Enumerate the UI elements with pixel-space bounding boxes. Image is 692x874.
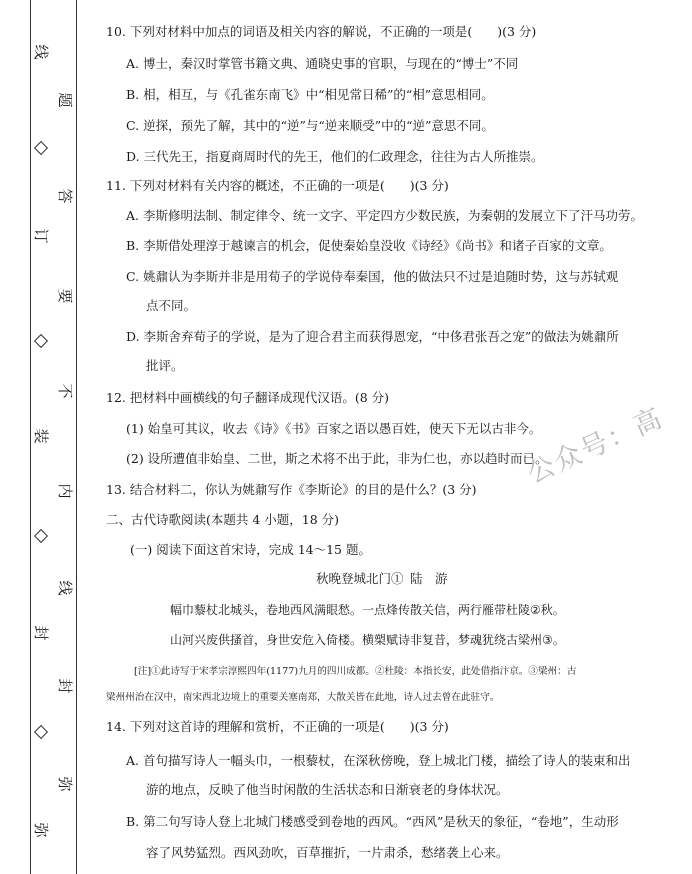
margin-char: 订 bbox=[32, 228, 50, 244]
section-2-subheading: (一) 阅读下面这首宋诗，完成 14～15 题。 bbox=[130, 542, 371, 557]
question-11-option-c: C. 姚鼐认为李斯并非是用荀子的学说侍奉秦国，他的做法只不过是追随时势，这与苏轼观 bbox=[126, 269, 619, 284]
question-10-option-d: D. 三代先王，指夏商周时代的先王，他们的仁政理念，往往为古人所推崇。 bbox=[126, 149, 544, 164]
margin-char: 弥 bbox=[32, 822, 50, 838]
question-10-option-a: A. 博士，秦汉时掌管书籍文典、通晓史事的官职，与现在的“博士”不同 bbox=[126, 56, 519, 71]
question-14-option-b-cont: 容了风势猛烈。西风劲吹，百草摧折，一片肃杀，愁绪袭上心来。 bbox=[146, 845, 509, 860]
question-10-stem: 10. 下列对材料中加点的词语及相关内容的解说，不正确的一项是( )(3 分) bbox=[106, 24, 537, 39]
poem-line-1: 幅巾藜杖北城头，卷地西风满眼愁。一点烽传散关信，两行雁带杜陵②秋。 bbox=[170, 603, 565, 617]
poem-note-2: 梁州州治在汉中，南宋西北边境上的重要关塞南郑，大散关皆在此地，诗人过去曾在此驻守。 bbox=[106, 692, 500, 703]
question-10-option-c: C. 逆探，预先了解，其中的“逆”与“逆来顺受”中的“逆”意思不同。 bbox=[126, 118, 494, 133]
margin-char: 题 bbox=[56, 92, 74, 108]
margin-char: 线 bbox=[56, 580, 74, 596]
poem-title: 秋晚登城北门① bbox=[316, 571, 404, 586]
question-11-option-c-cont: 点不同。 bbox=[146, 298, 197, 313]
margin-char: 封 bbox=[56, 678, 74, 694]
margin-char: 线 bbox=[32, 44, 50, 60]
question-11-option-b: B. 李斯借处理淳于越谏言的机会，促使秦始皇没收《诗经》《尚书》和诸子百家的文章。 bbox=[126, 238, 612, 253]
question-12-stem: 12. 把材料中画横线的句子翻译成现代汉语。(8 分) bbox=[106, 390, 390, 405]
margin-char: 装 bbox=[32, 428, 50, 444]
question-10-option-b: B. 相，相互，与《孔雀东南飞》中“相见常日稀”的“相”意思相同。 bbox=[126, 87, 494, 102]
margin-char: 答 bbox=[56, 188, 74, 204]
question-14-option-b: B. 第二句写诗人登上北城门楼感受到卷地的西风。“西风”是秋天的象征，“卷地”，生动形 bbox=[126, 814, 619, 829]
question-11-option-d-cont: 批评。 bbox=[146, 358, 184, 373]
question-12-sentence-1: (1) 始皇可其议，收去《诗》《书》百家之语以愚百姓，使天下无以古非今。 bbox=[126, 421, 542, 436]
watermark-text: 公众号：高 bbox=[522, 402, 668, 490]
question-14-option-a-cont: 游的地点，反映了他当时闲散的生活状态和日渐衰老的身体状况。 bbox=[146, 782, 509, 797]
question-11-option-a: A. 李斯修明法制、制定律令、统一文字、平定四方少数民族，为秦朝的发展立下了汗马功劳。 bbox=[126, 208, 643, 223]
poem-author: 陆 游 bbox=[410, 571, 448, 586]
margin-char: 弥 bbox=[56, 776, 74, 792]
poem-note-1: [注]①此诗写于宋孝宗淳熙四年(1177)九月的四川成都。②杜陵：本指长安，此处借指汴京。③梁州：古 bbox=[134, 666, 577, 677]
section-2-heading: 二、古代诗歌阅读(本题共 4 小题，18 分) bbox=[106, 512, 340, 527]
poem-line-2: 山河兴废供搔首，身世安危入倚楼。横槊赋诗非复昔，梦魂犹绕古梁州③。 bbox=[170, 633, 565, 647]
question-12-sentence-2: (2) 设所遭值非始皇、二世，斯之术将不出于此，非为仁也，亦以趋时而已。 bbox=[126, 451, 548, 466]
margin-char: 要 bbox=[56, 288, 74, 304]
question-14-option-a: A. 首句描写诗人一幅头巾，一根藜杖，在深秋傍晚，登上城北门楼，描绘了诗人的装束和出 bbox=[126, 753, 631, 768]
question-11-option-d: D. 李斯舍弃荀子的学说，是为了迎合君主而获得恩宠，“中侈君张吾之宠”的做法为姚鼐所 bbox=[126, 329, 619, 344]
margin-char: 不 bbox=[56, 383, 74, 399]
margin-char: 内 bbox=[56, 483, 74, 499]
question-14-stem: 14. 下列对这首诗的理解和赏析，不正确的一项是( )(3 分) bbox=[106, 719, 449, 734]
question-11-stem: 11. 下列对材料有关内容的概述，不正确的一项是( )(3 分) bbox=[106, 178, 449, 193]
question-13-stem: 13. 结合材料二，你认为姚鼐写作《李斯论》的目的是什么？(3 分) bbox=[106, 482, 477, 497]
margin-char: 封 bbox=[32, 625, 50, 641]
